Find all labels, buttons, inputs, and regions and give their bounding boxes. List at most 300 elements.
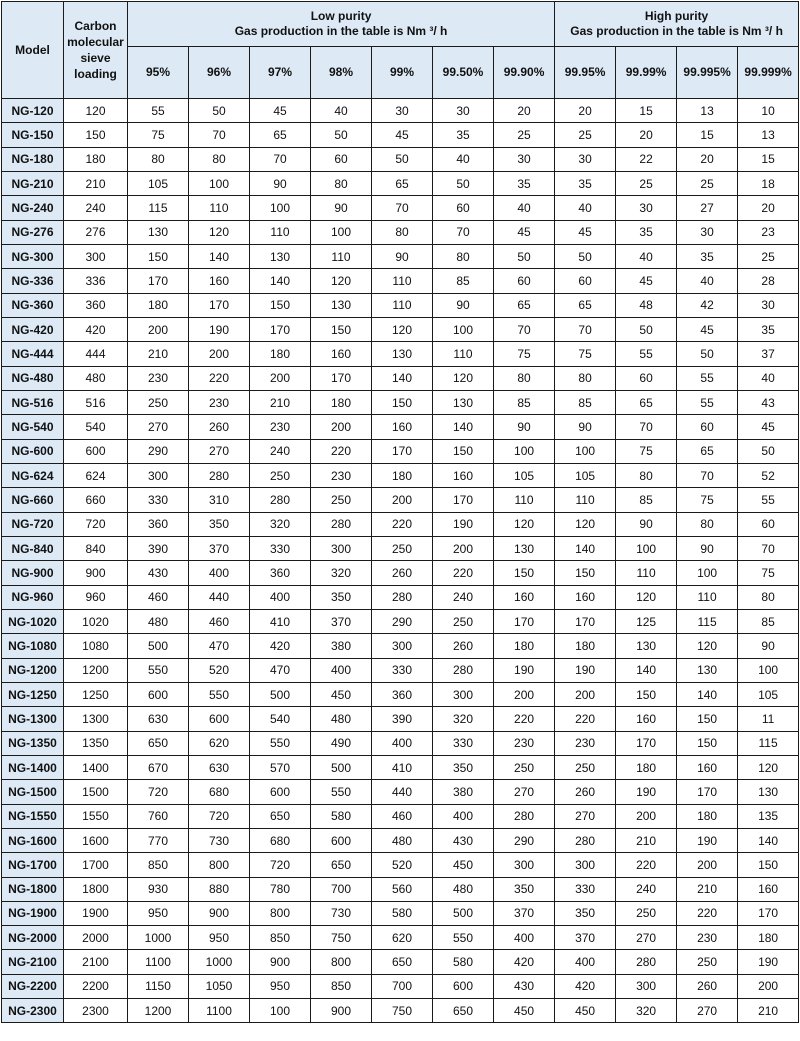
output-cell: 720	[128, 780, 189, 804]
output-cell: 75	[738, 561, 799, 585]
output-cell: 310	[189, 488, 250, 512]
output-cell: 430	[433, 828, 494, 852]
output-cell: 40	[738, 366, 799, 390]
model-cell: NG-960	[2, 585, 64, 609]
model-cell: NG-276	[2, 220, 64, 244]
table-row	[2, 293, 799, 317]
output-cell: 90	[677, 536, 738, 560]
output-cell: 40	[311, 99, 372, 123]
output-cell: 170	[677, 780, 738, 804]
nitrogen-generator-spec-table	[1, 1, 799, 1023]
output-cell: 270	[677, 999, 738, 1023]
output-cell: 140	[616, 658, 677, 682]
output-cell: 70	[677, 463, 738, 487]
output-cell: 420	[250, 634, 311, 658]
output-cell: 140	[189, 244, 250, 268]
output-cell: 110	[494, 488, 555, 512]
loading-cell: 444	[64, 342, 128, 366]
model-cell: NG-360	[2, 293, 64, 317]
model-cell: NG-210	[2, 171, 64, 195]
output-cell: 460	[128, 585, 189, 609]
table-row	[2, 171, 799, 195]
loading-cell: 1300	[64, 707, 128, 731]
output-cell: 100	[189, 171, 250, 195]
output-cell: 70	[189, 123, 250, 147]
output-cell: 90	[738, 634, 799, 658]
output-cell: 25	[555, 123, 616, 147]
output-cell: 65	[616, 390, 677, 414]
table-row	[2, 342, 799, 366]
output-cell: 430	[128, 561, 189, 585]
output-cell: 290	[494, 828, 555, 852]
purity-header: 99.90%	[494, 47, 555, 99]
table-row	[2, 585, 799, 609]
output-cell: 250	[433, 609, 494, 633]
output-cell: 250	[616, 901, 677, 925]
output-cell: 140	[738, 828, 799, 852]
output-cell: 290	[372, 609, 433, 633]
table-row	[2, 950, 799, 974]
model-cell: NG-2300	[2, 999, 64, 1023]
output-cell: 230	[555, 731, 616, 755]
output-cell: 190	[189, 317, 250, 341]
output-cell: 850	[311, 974, 372, 998]
output-cell: 40	[616, 244, 677, 268]
output-cell: 170	[433, 488, 494, 512]
output-cell: 320	[616, 999, 677, 1023]
output-cell: 70	[616, 415, 677, 439]
table-row	[2, 974, 799, 998]
output-cell: 260	[372, 561, 433, 585]
output-cell: 400	[250, 585, 311, 609]
output-cell: 120	[738, 755, 799, 779]
model-cell: NG-1080	[2, 634, 64, 658]
output-cell: 1000	[189, 950, 250, 974]
output-cell: 150	[494, 561, 555, 585]
output-cell: 250	[677, 950, 738, 974]
loading-cell: 1550	[64, 804, 128, 828]
output-cell: 200	[738, 974, 799, 998]
loading-cell: 1900	[64, 901, 128, 925]
output-cell: 55	[738, 488, 799, 512]
high-purity-subtitle: Gas production in the table is Nm ³/ h	[570, 24, 783, 38]
output-cell: 50	[494, 244, 555, 268]
output-cell: 120	[616, 585, 677, 609]
output-cell: 28	[738, 269, 799, 293]
output-cell: 250	[311, 488, 372, 512]
output-cell: 170	[494, 609, 555, 633]
output-cell: 930	[128, 877, 189, 901]
output-cell: 280	[616, 950, 677, 974]
output-cell: 90	[616, 512, 677, 536]
output-cell: 260	[189, 415, 250, 439]
loading-cell: 210	[64, 171, 128, 195]
output-cell: 120	[555, 512, 616, 536]
output-cell: 330	[433, 731, 494, 755]
output-cell: 250	[250, 463, 311, 487]
output-cell: 80	[372, 220, 433, 244]
table-row	[2, 439, 799, 463]
output-cell: 45	[616, 269, 677, 293]
output-cell: 230	[189, 390, 250, 414]
model-cell: NG-420	[2, 317, 64, 341]
output-cell: 180	[738, 926, 799, 950]
output-cell: 330	[250, 536, 311, 560]
output-cell: 150	[311, 317, 372, 341]
table-row	[2, 196, 799, 220]
output-cell: 115	[677, 609, 738, 633]
loading-cell: 240	[64, 196, 128, 220]
output-cell: 110	[372, 269, 433, 293]
purity-header: 99.95%	[555, 47, 616, 99]
output-cell: 270	[128, 415, 189, 439]
output-cell: 65	[677, 439, 738, 463]
output-cell: 460	[372, 804, 433, 828]
output-cell: 105	[494, 463, 555, 487]
output-cell: 400	[494, 926, 555, 950]
output-cell: 45	[250, 99, 311, 123]
output-cell: 500	[128, 634, 189, 658]
output-cell: 70	[250, 147, 311, 171]
output-cell: 200	[555, 682, 616, 706]
output-cell: 65	[555, 293, 616, 317]
output-cell: 120	[433, 366, 494, 390]
output-cell: 190	[433, 512, 494, 536]
output-cell: 250	[372, 536, 433, 560]
model-cell: NG-840	[2, 536, 64, 560]
loading-cell: 1080	[64, 634, 128, 658]
output-cell: 440	[189, 585, 250, 609]
output-cell: 170	[250, 317, 311, 341]
output-cell: 85	[738, 609, 799, 633]
output-cell: 300	[433, 682, 494, 706]
output-cell: 50	[311, 123, 372, 147]
output-cell: 37	[738, 342, 799, 366]
output-cell: 300	[494, 853, 555, 877]
model-cell: NG-1700	[2, 853, 64, 877]
output-cell: 60	[677, 415, 738, 439]
output-cell: 35	[677, 244, 738, 268]
loading-cell: 1200	[64, 658, 128, 682]
model-cell: NG-180	[2, 147, 64, 171]
output-cell: 400	[433, 804, 494, 828]
output-cell: 300	[555, 853, 616, 877]
output-cell: 480	[128, 609, 189, 633]
output-cell: 23	[738, 220, 799, 244]
output-cell: 210	[738, 999, 799, 1023]
model-cell: NG-480	[2, 366, 64, 390]
purity-header: 99%	[372, 47, 433, 99]
loading-cell: 336	[64, 269, 128, 293]
table-row	[2, 488, 799, 512]
output-cell: 190	[616, 780, 677, 804]
output-cell: 60	[616, 366, 677, 390]
output-cell: 55	[616, 342, 677, 366]
model-cell: NG-600	[2, 439, 64, 463]
output-cell: 80	[555, 366, 616, 390]
output-cell: 140	[372, 366, 433, 390]
output-cell: 140	[433, 415, 494, 439]
output-cell: 330	[555, 877, 616, 901]
output-cell: 65	[250, 123, 311, 147]
output-cell: 130	[250, 244, 311, 268]
output-cell: 360	[250, 561, 311, 585]
high-purity-group-header	[555, 2, 799, 47]
purity-header: 99.50%	[433, 47, 494, 99]
output-cell: 85	[494, 390, 555, 414]
output-cell: 270	[494, 780, 555, 804]
output-cell: 30	[433, 99, 494, 123]
output-cell: 800	[250, 901, 311, 925]
output-cell: 60	[494, 269, 555, 293]
output-cell: 600	[189, 707, 250, 731]
output-cell: 20	[555, 99, 616, 123]
purity-header: 99.99%	[616, 47, 677, 99]
output-cell: 110	[677, 585, 738, 609]
loading-cell: 480	[64, 366, 128, 390]
output-cell: 950	[128, 901, 189, 925]
output-cell: 240	[433, 585, 494, 609]
output-cell: 570	[250, 755, 311, 779]
output-cell: 580	[433, 950, 494, 974]
loading-cell: 180	[64, 147, 128, 171]
output-cell: 540	[250, 707, 311, 731]
output-cell: 730	[311, 901, 372, 925]
output-cell: 15	[738, 147, 799, 171]
output-cell: 180	[311, 390, 372, 414]
model-cell: NG-900	[2, 561, 64, 585]
loading-cell: 2200	[64, 974, 128, 998]
purity-header: 98%	[311, 47, 372, 99]
output-cell: 300	[311, 536, 372, 560]
output-cell: 200	[433, 536, 494, 560]
output-cell: 350	[189, 512, 250, 536]
output-cell: 75	[494, 342, 555, 366]
output-cell: 350	[555, 901, 616, 925]
output-cell: 370	[189, 536, 250, 560]
high-purity-title: High purity	[644, 9, 709, 23]
table-row	[2, 561, 799, 585]
output-cell: 55	[677, 390, 738, 414]
model-cell: NG-444	[2, 342, 64, 366]
output-cell: 130	[311, 293, 372, 317]
output-cell: 470	[250, 658, 311, 682]
output-cell: 120	[311, 269, 372, 293]
loading-cell: 1800	[64, 877, 128, 901]
output-cell: 130	[494, 536, 555, 560]
model-cell: NG-1800	[2, 877, 64, 901]
output-cell: 90	[494, 415, 555, 439]
output-cell: 390	[372, 707, 433, 731]
output-cell: 120	[677, 634, 738, 658]
table-row	[2, 317, 799, 341]
output-cell: 60	[433, 196, 494, 220]
output-cell: 670	[128, 755, 189, 779]
output-cell: 580	[311, 804, 372, 828]
loading-header: Carbon molecular sieve loading	[64, 2, 128, 99]
output-cell: 160	[677, 755, 738, 779]
model-cell: NG-1600	[2, 828, 64, 852]
output-cell: 470	[189, 634, 250, 658]
output-cell: 900	[250, 950, 311, 974]
output-cell: 700	[372, 974, 433, 998]
output-cell: 65	[494, 293, 555, 317]
output-cell: 45	[677, 317, 738, 341]
table-row	[2, 512, 799, 536]
output-cell: 105	[555, 463, 616, 487]
output-cell: 70	[738, 536, 799, 560]
output-cell: 100	[250, 196, 311, 220]
output-cell: 250	[494, 755, 555, 779]
output-cell: 350	[494, 877, 555, 901]
output-cell: 260	[555, 780, 616, 804]
table-row	[2, 244, 799, 268]
output-cell: 100	[433, 317, 494, 341]
output-cell: 50	[738, 439, 799, 463]
output-cell: 450	[494, 999, 555, 1023]
output-cell: 90	[372, 244, 433, 268]
output-cell: 30	[738, 293, 799, 317]
output-cell: 400	[372, 731, 433, 755]
table-row	[2, 731, 799, 755]
output-cell: 35	[433, 123, 494, 147]
output-cell: 480	[372, 828, 433, 852]
output-cell: 170	[189, 293, 250, 317]
output-cell: 500	[250, 682, 311, 706]
table-row	[2, 682, 799, 706]
loading-cell: 1020	[64, 609, 128, 633]
output-cell: 43	[738, 390, 799, 414]
output-cell: 85	[616, 488, 677, 512]
output-cell: 200	[189, 342, 250, 366]
loading-cell: 1600	[64, 828, 128, 852]
output-cell: 150	[555, 561, 616, 585]
output-cell: 260	[433, 634, 494, 658]
output-cell: 750	[311, 926, 372, 950]
output-cell: 1000	[128, 926, 189, 950]
output-cell: 200	[372, 488, 433, 512]
output-cell: 80	[189, 147, 250, 171]
output-cell: 40	[555, 196, 616, 220]
output-cell: 130	[433, 390, 494, 414]
table-header	[2, 2, 799, 99]
loading-cell: 1250	[64, 682, 128, 706]
output-cell: 280	[250, 488, 311, 512]
output-cell: 850	[250, 926, 311, 950]
output-cell: 150	[677, 731, 738, 755]
loading-cell: 2300	[64, 999, 128, 1023]
model-cell: NG-540	[2, 415, 64, 439]
output-cell: 170	[616, 731, 677, 755]
output-cell: 45	[494, 220, 555, 244]
table-row	[2, 366, 799, 390]
output-cell: 330	[372, 658, 433, 682]
model-cell: NG-1200	[2, 658, 64, 682]
output-cell: 1100	[189, 999, 250, 1023]
output-cell: 115	[128, 196, 189, 220]
output-cell: 190	[677, 828, 738, 852]
output-cell: 270	[189, 439, 250, 463]
output-cell: 460	[189, 609, 250, 633]
output-cell: 135	[738, 804, 799, 828]
output-cell: 150	[128, 244, 189, 268]
output-cell: 85	[555, 390, 616, 414]
output-cell: 200	[616, 804, 677, 828]
output-cell: 55	[128, 99, 189, 123]
loading-cell: 660	[64, 488, 128, 512]
output-cell: 320	[311, 561, 372, 585]
model-cell: NG-1900	[2, 901, 64, 925]
output-cell: 180	[494, 634, 555, 658]
output-cell: 360	[128, 512, 189, 536]
output-cell: 480	[311, 707, 372, 731]
output-cell: 770	[128, 828, 189, 852]
output-cell: 20	[738, 196, 799, 220]
model-cell: NG-720	[2, 512, 64, 536]
output-cell: 950	[250, 974, 311, 998]
output-cell: 100	[250, 999, 311, 1023]
output-cell: 48	[616, 293, 677, 317]
model-cell: NG-2200	[2, 974, 64, 998]
output-cell: 75	[555, 342, 616, 366]
output-cell: 20	[677, 147, 738, 171]
output-cell: 150	[250, 293, 311, 317]
output-cell: 410	[372, 755, 433, 779]
table-row	[2, 609, 799, 633]
output-cell: 300	[128, 463, 189, 487]
output-cell: 600	[250, 780, 311, 804]
output-cell: 100	[616, 536, 677, 560]
loading-cell: 420	[64, 317, 128, 341]
output-cell: 30	[555, 147, 616, 171]
output-cell: 140	[250, 269, 311, 293]
output-cell: 500	[311, 755, 372, 779]
output-cell: 220	[311, 439, 372, 463]
output-cell: 130	[677, 658, 738, 682]
output-cell: 42	[677, 293, 738, 317]
output-cell: 220	[616, 853, 677, 877]
output-cell: 170	[555, 609, 616, 633]
output-cell: 780	[250, 877, 311, 901]
output-cell: 720	[189, 804, 250, 828]
output-cell: 330	[128, 488, 189, 512]
model-cell: NG-1020	[2, 609, 64, 633]
output-cell: 370	[311, 609, 372, 633]
output-cell: 900	[311, 999, 372, 1023]
loading-cell: 360	[64, 293, 128, 317]
output-cell: 350	[311, 585, 372, 609]
output-cell: 550	[433, 926, 494, 950]
output-cell: 13	[738, 123, 799, 147]
output-cell: 45	[372, 123, 433, 147]
output-cell: 35	[494, 171, 555, 195]
output-cell: 260	[677, 974, 738, 998]
loading-cell: 1350	[64, 731, 128, 755]
output-cell: 35	[616, 220, 677, 244]
output-cell: 35	[738, 317, 799, 341]
output-cell: 1150	[128, 974, 189, 998]
output-cell: 20	[616, 123, 677, 147]
output-cell: 300	[616, 974, 677, 998]
output-cell: 410	[250, 609, 311, 633]
output-cell: 110	[555, 488, 616, 512]
output-cell: 250	[555, 755, 616, 779]
output-cell: 50	[677, 342, 738, 366]
output-cell: 25	[738, 244, 799, 268]
output-cell: 680	[189, 780, 250, 804]
model-cell: NG-1400	[2, 755, 64, 779]
loading-cell: 2000	[64, 926, 128, 950]
